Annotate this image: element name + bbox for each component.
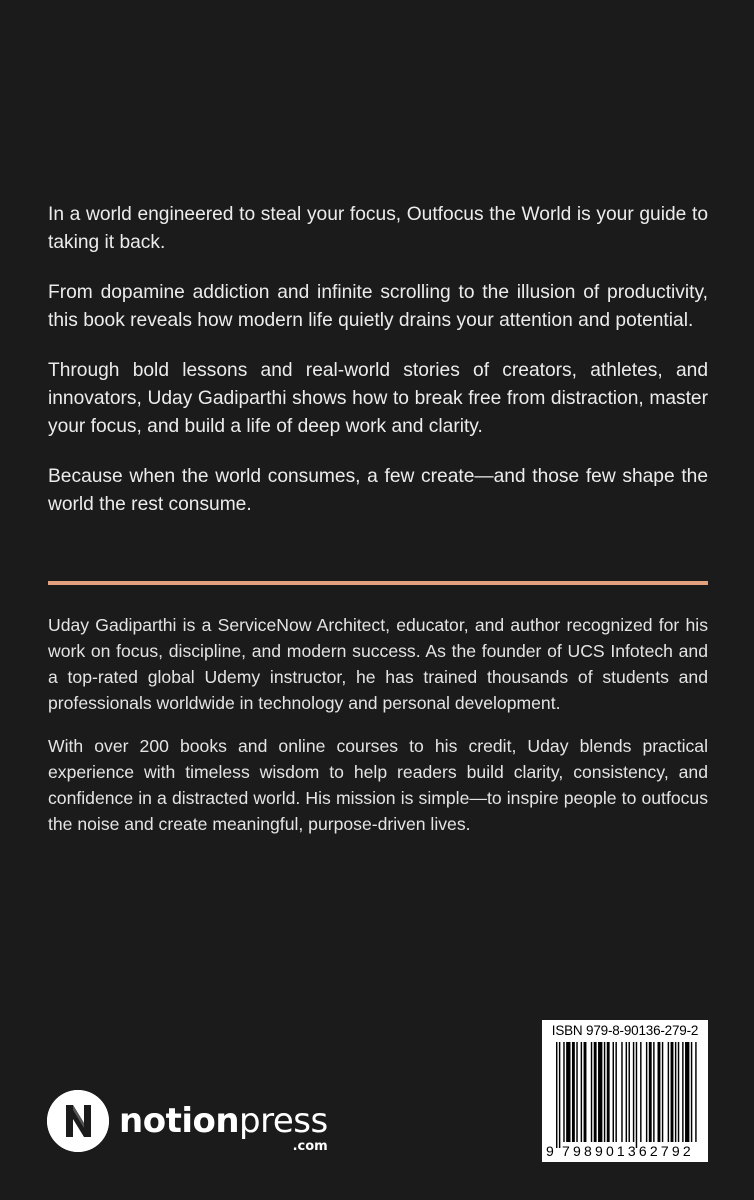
notionpress-n-logo-icon — [47, 1090, 109, 1152]
barcode-bar — [607, 1042, 610, 1142]
bio-paragraph: With over 200 books and online courses to his credit, Uday blends practical experience with timeless wisdom to help readers build clarity, consistency, and confidence in a distracted world. His mission is simple—to inspire people to outfocus the noise and create meaningful, purpose-driven lives. — [48, 736, 708, 834]
barcode-bar — [604, 1042, 605, 1142]
barcode-bar — [662, 1042, 663, 1142]
barcode-bar — [576, 1042, 577, 1142]
blurb-paragraph: Because when the world consumes, a few create—and those few shape the world the rest consume. — [48, 466, 708, 515]
isbn-label: ISBN 979-8-90136-279-2 — [551, 1023, 699, 1038]
barcode-bar — [591, 1042, 592, 1142]
section-divider — [48, 581, 708, 585]
barcode-bar — [581, 1042, 582, 1142]
barcode-bars — [542, 1020, 708, 1162]
barcode-bar — [646, 1042, 647, 1142]
blurb-paragraph: In a world engineered to steal your focus, Outfocus the World is your guide to taking it back. — [48, 204, 708, 253]
publisher-name-bold: notion — [119, 1101, 240, 1141]
barcode-bar — [572, 1042, 575, 1142]
barcode-bar — [671, 1042, 674, 1142]
barcode-bar — [621, 1042, 622, 1142]
barcode-bar — [613, 1042, 614, 1142]
barcode-bar — [629, 1042, 630, 1142]
barcode-bar — [584, 1042, 587, 1142]
author-bio — [48, 612, 708, 854]
barcode-bar — [563, 1042, 564, 1142]
barcode-bar — [636, 1042, 637, 1148]
isbn-lead-digit: 9 — [546, 1143, 554, 1159]
isbn-barcode — [542, 1020, 708, 1162]
barcode-bar — [594, 1042, 597, 1142]
barcode-bar — [559, 1042, 560, 1148]
barcode-bar — [685, 1042, 689, 1142]
publisher-wordmark — [119, 1101, 328, 1154]
publisher-name-regular: press — [239, 1101, 328, 1141]
publisher-domain: .com — [292, 1139, 328, 1154]
barcode-bar — [649, 1042, 652, 1142]
barcode-bar — [678, 1042, 679, 1142]
blurb-paragraph: Through bold lessons and real-world stories of creators, athletes, and innovators, Uday Gadiparthi shows how to break free from distraction, master your focus, and build a life of deep work and clarity. — [48, 360, 708, 437]
book-blurb — [48, 201, 708, 541]
barcode-bar — [691, 1042, 692, 1142]
barcode-bar — [556, 1042, 557, 1148]
publisher-logo — [47, 1080, 328, 1162]
bio-paragraph: Uday Gadiparthi is a ServiceNow Architect, educator, and author recognized for his work on focus, discipline, and modern success. As the founder of UCS Infotech and a top-rated global Udemy instructor, he has trained thousands of students and professionals worldwide in technology and personal development. — [48, 615, 708, 713]
barcode-bar — [633, 1042, 634, 1142]
barcode-bar — [675, 1042, 676, 1142]
barcode-bar — [653, 1042, 654, 1142]
barcode-bar — [658, 1042, 661, 1142]
barcode-bar — [668, 1042, 669, 1142]
isbn-digit-string: 798901362792 — [562, 1143, 694, 1159]
barcode-bar — [695, 1042, 696, 1142]
barcode-bar — [626, 1042, 627, 1142]
barcode-bar — [682, 1042, 683, 1142]
barcode-bar — [598, 1042, 602, 1142]
barcode-bar — [640, 1042, 641, 1142]
barcode-bar — [615, 1042, 616, 1142]
barcode-bar — [566, 1042, 570, 1142]
blurb-paragraph: From dopamine addiction and infinite scrolling to the illusion of productivity, this book reveals how modern life quietly drains your attention and potential. — [48, 282, 708, 331]
